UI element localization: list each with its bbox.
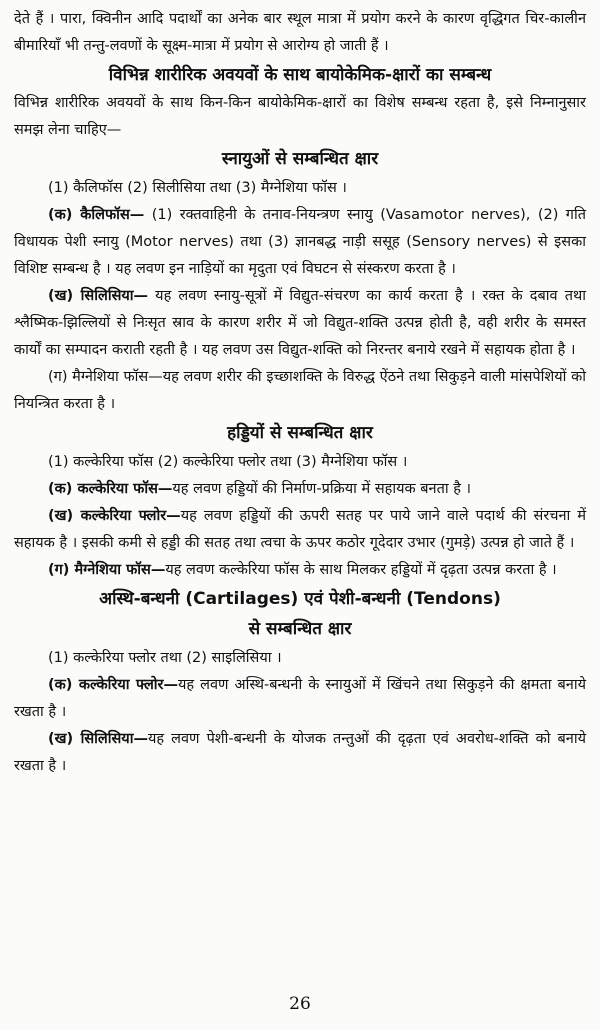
nerves-list: (1) कैलिफॉस (2) सिलीसिया तथा (3) मैग्नेशिया फॉस ।: [48, 180, 347, 196]
bones-para-ka-text: यह लवण हड्डियों की निर्माण-प्रक्रिया में सहायक बनता है ।: [172, 481, 471, 497]
nerves-para-kha: [14, 283, 586, 364]
cartilage-para-kha-text: यह लवण पेशी-बन्धनी के योजक तन्तुओं की दृढ़ता एवं अवरोध-शक्ति को बनाये रखता है ।: [14, 731, 587, 774]
nerves-para-ka: [14, 202, 586, 283]
intro-paragraph: देते हैं । पारा, क्विनीन आदि पदार्थों का अनेक बार स्थूल मात्रा में प्रयोग करने के कारण वृद्धिगत चिर-कालीन बीमारियाँ भी तन्तु-लवणों के सूक्ष्म-मात्रा में प्रयोग से आरोग्य हो जाती हैं ।: [14, 11, 586, 54]
page-number: 26: [289, 994, 311, 1014]
bones-para-kha: [14, 503, 586, 557]
nerves-para-ga-label: (ग) मैग्नेशिया फॉस—: [48, 369, 163, 385]
bones-para-ga: [14, 557, 586, 584]
cartilage-list: (1) कल्केरिया फ्लोर तथा (2) साइलिसिया ।: [48, 650, 282, 666]
nerves-para-ka-text: (1) रक्तवाहिनी के तनाव-नियन्त्रण स्नायु (Vasamotor nerves), (2) गति विधायक पेशी स्नायु (Motor nerves) तथा (3) ज्ञानबद्ध नाड़ी ससूह (Sensory nerves) से इसका विशिष्ट सम्बन्ध है । यह लवण इन नाड़ियों का मृदुता एवं विघटन से संस्करण करता है ।: [14, 207, 586, 277]
main-heading: विभिन्न शारीरिक अवयवों के साथ बायोकेमिक-क्षारों का सम्बन्ध: [108, 65, 492, 85]
bones-list: (1) कल्केरिया फॉस (2) कल्केरिया फ्लोर तथा (3) मैग्नेशिया फॉस ।: [48, 454, 408, 470]
main-intro: विभिन्न शारीरिक अवयवों के साथ किन-किन बायोकेमिक-क्षारों का विशेष सम्बन्ध रहता है, इसे निम्नानुसार समझ लेना चाहिए—: [14, 95, 586, 138]
nerves-para-ga-text: यह लवण शरीर की इच्छाशक्ति के विरुद्ध ऐंठने तथा सिकुड़ने वाली मांसपेशियों को नियन्त्रित करता है ।: [14, 369, 586, 412]
cartilage-para-ka: [14, 672, 586, 726]
bones-heading: हड्डियों से सम्बन्धित क्षार: [227, 423, 373, 443]
nerves-para-ga: [14, 364, 586, 418]
cartilage-para-ka-label: (क) कल्केरिया फ्लोर—: [48, 677, 178, 693]
cartilage-para-kha-label: (ख) सिलिसिया—: [48, 731, 148, 747]
nerves-heading: स्नायुओं से सम्बन्धित क्षार: [221, 149, 379, 169]
nerves-para-kha-text: यह लवण स्नायु-सूत्रों में विद्युत-संचरण का कार्य करता है । रक्त के दबाव तथा श्लैष्मिक-झिल्लियों से निःसृत स्राव के कारण शरीर में जो विद्युत-शक्ति उत्पन्न होती है, वही शरीर के समस्त कार्यों का सम्पादन कराती रहती है । यह लवण उस विद्युत-शक्ति को निरन्तर बनाये रखने में सहायक होता है ।: [14, 288, 586, 358]
cartilage-para-ka-text: यह लवण अस्थि-बन्धनी के स्नायुओं में खिंचने तथा सिकुड़ने की क्षमता बनाये रखता है ।: [14, 677, 586, 720]
nerves-para-kha-label: (ख) सिलिसिया—: [48, 288, 149, 304]
cartilage-heading-line1: अस्थि-बन्धनी (Cartilages) एवं पेशी-बन्धनी (Tendons): [99, 589, 501, 609]
cartilage-heading-line2: से सम्बन्धित क्षार: [248, 619, 352, 639]
bones-para-kha-label: (ख) कल्केरिया फ्लोर—: [48, 508, 181, 524]
bones-para-ga-text: यह लवण कल्केरिया फॉस के साथ मिलकर हड्डियों में दृढ़ता उत्पन्न करता है ।: [165, 562, 557, 578]
bones-para-kha-text: यह लवण हड्डियों की ऊपरी सतह पर पाये जाने वाले पदार्थ की संरचना में सहायक है । इसकी कमी से हड्डी की सतह तथा त्वचा के ऊपर कठोर गूदेदार उभार (गुमड़े) उत्पन्न हो जाते हैं ।: [14, 508, 587, 551]
bones-para-ga-label: (ग) मैग्नेशिया फॉस—: [48, 562, 166, 578]
nerves-para-ka-label: (क) कैलिफॉस—: [48, 207, 145, 223]
bones-para-ka: [14, 476, 586, 503]
cartilage-para-kha: [14, 726, 586, 780]
bones-para-ka-label: (क) कल्केरिया फॉस—: [48, 481, 173, 497]
